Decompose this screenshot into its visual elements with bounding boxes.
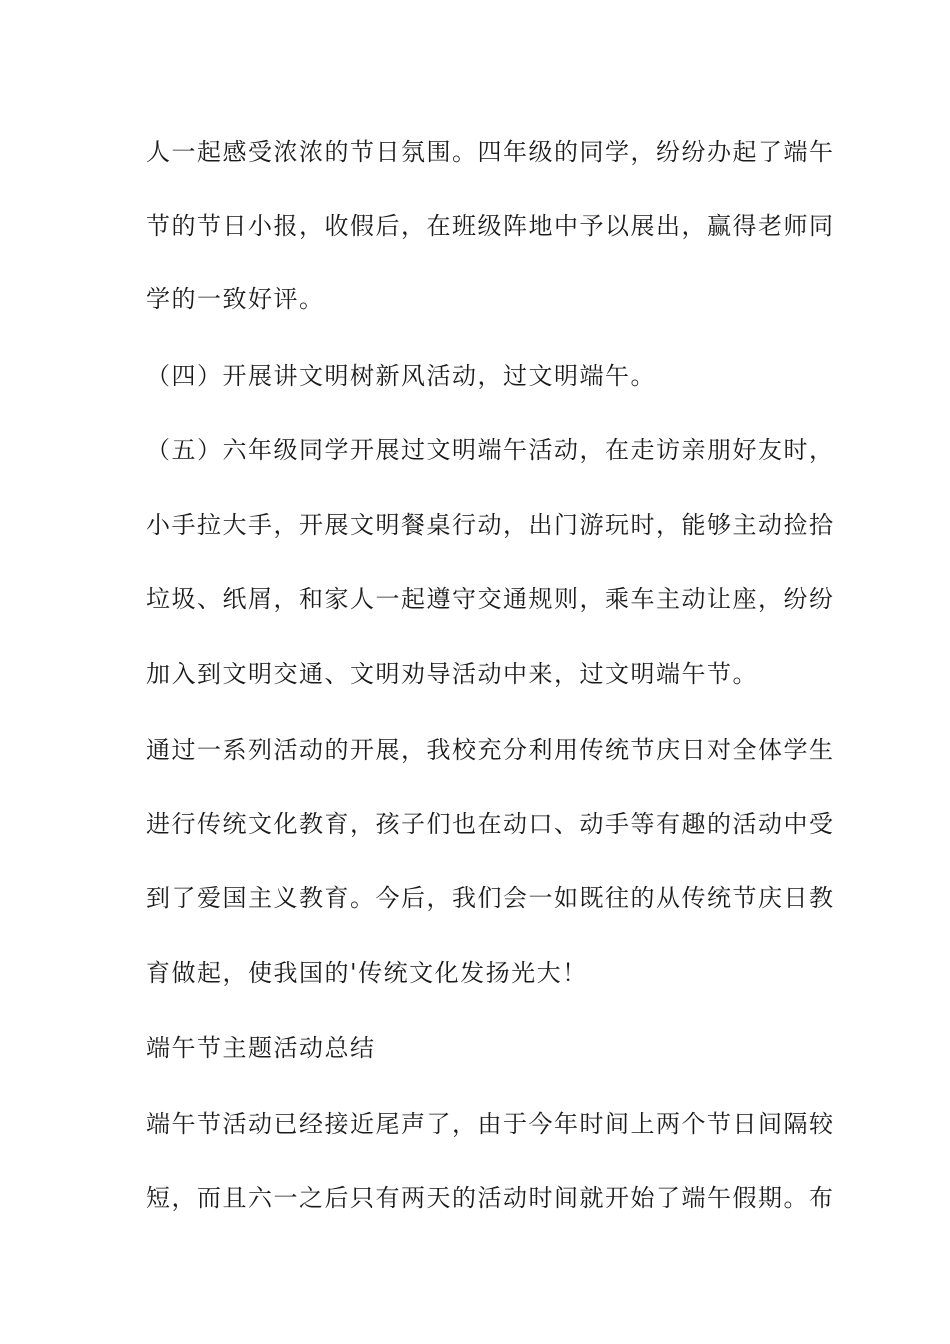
text-line: 短，而且六一之后只有两天的活动时间就开始了端午假期。布 bbox=[146, 1184, 835, 1212]
text-line: 人一起感受浓浓的节日氛围。四年级的同学，纷纷办起了端午 bbox=[146, 138, 835, 166]
text-line: 端午节活动已经接近尾声了，由于今年时间上两个节日间隔较 bbox=[146, 1110, 835, 1138]
text-line: 小手拉大手，开展文明餐桌行动，出门游玩时，能够主动捡拾 bbox=[146, 511, 835, 539]
section-heading: （四）开展讲文明树新风活动，过文明端午。 bbox=[146, 362, 656, 390]
document-title: 端午节主题活动总结 bbox=[146, 1034, 376, 1062]
text-line: 加入到文明交通、文明劝导活动中来，过文明端午节。 bbox=[146, 660, 758, 688]
text-line: 到了爱国主义教育。今后，我们会一如既往的从传统节庆日教 bbox=[146, 884, 835, 912]
text-line: 学的一致好评。 bbox=[146, 285, 325, 313]
text-line: 节的节日小报，收假后，在班级阵地中予以展出，赢得老师同 bbox=[146, 212, 835, 240]
text-line: 进行传统文化教育，孩子们也在动口、动手等有趣的活动中受 bbox=[146, 810, 835, 838]
text-line: 育做起，使我国的'传统文化发扬光大！ bbox=[146, 959, 588, 987]
text-line: 通过一系列活动的开展，我校充分利用传统节庆日对全体学生 bbox=[146, 736, 835, 764]
text-line: 垃圾、纸屑，和家人一起遵守交通规则，乘车主动让座，纷纷 bbox=[146, 585, 835, 613]
text-line: （五）六年级同学开展过文明端午活动，在走访亲朋好友时， bbox=[146, 436, 835, 464]
